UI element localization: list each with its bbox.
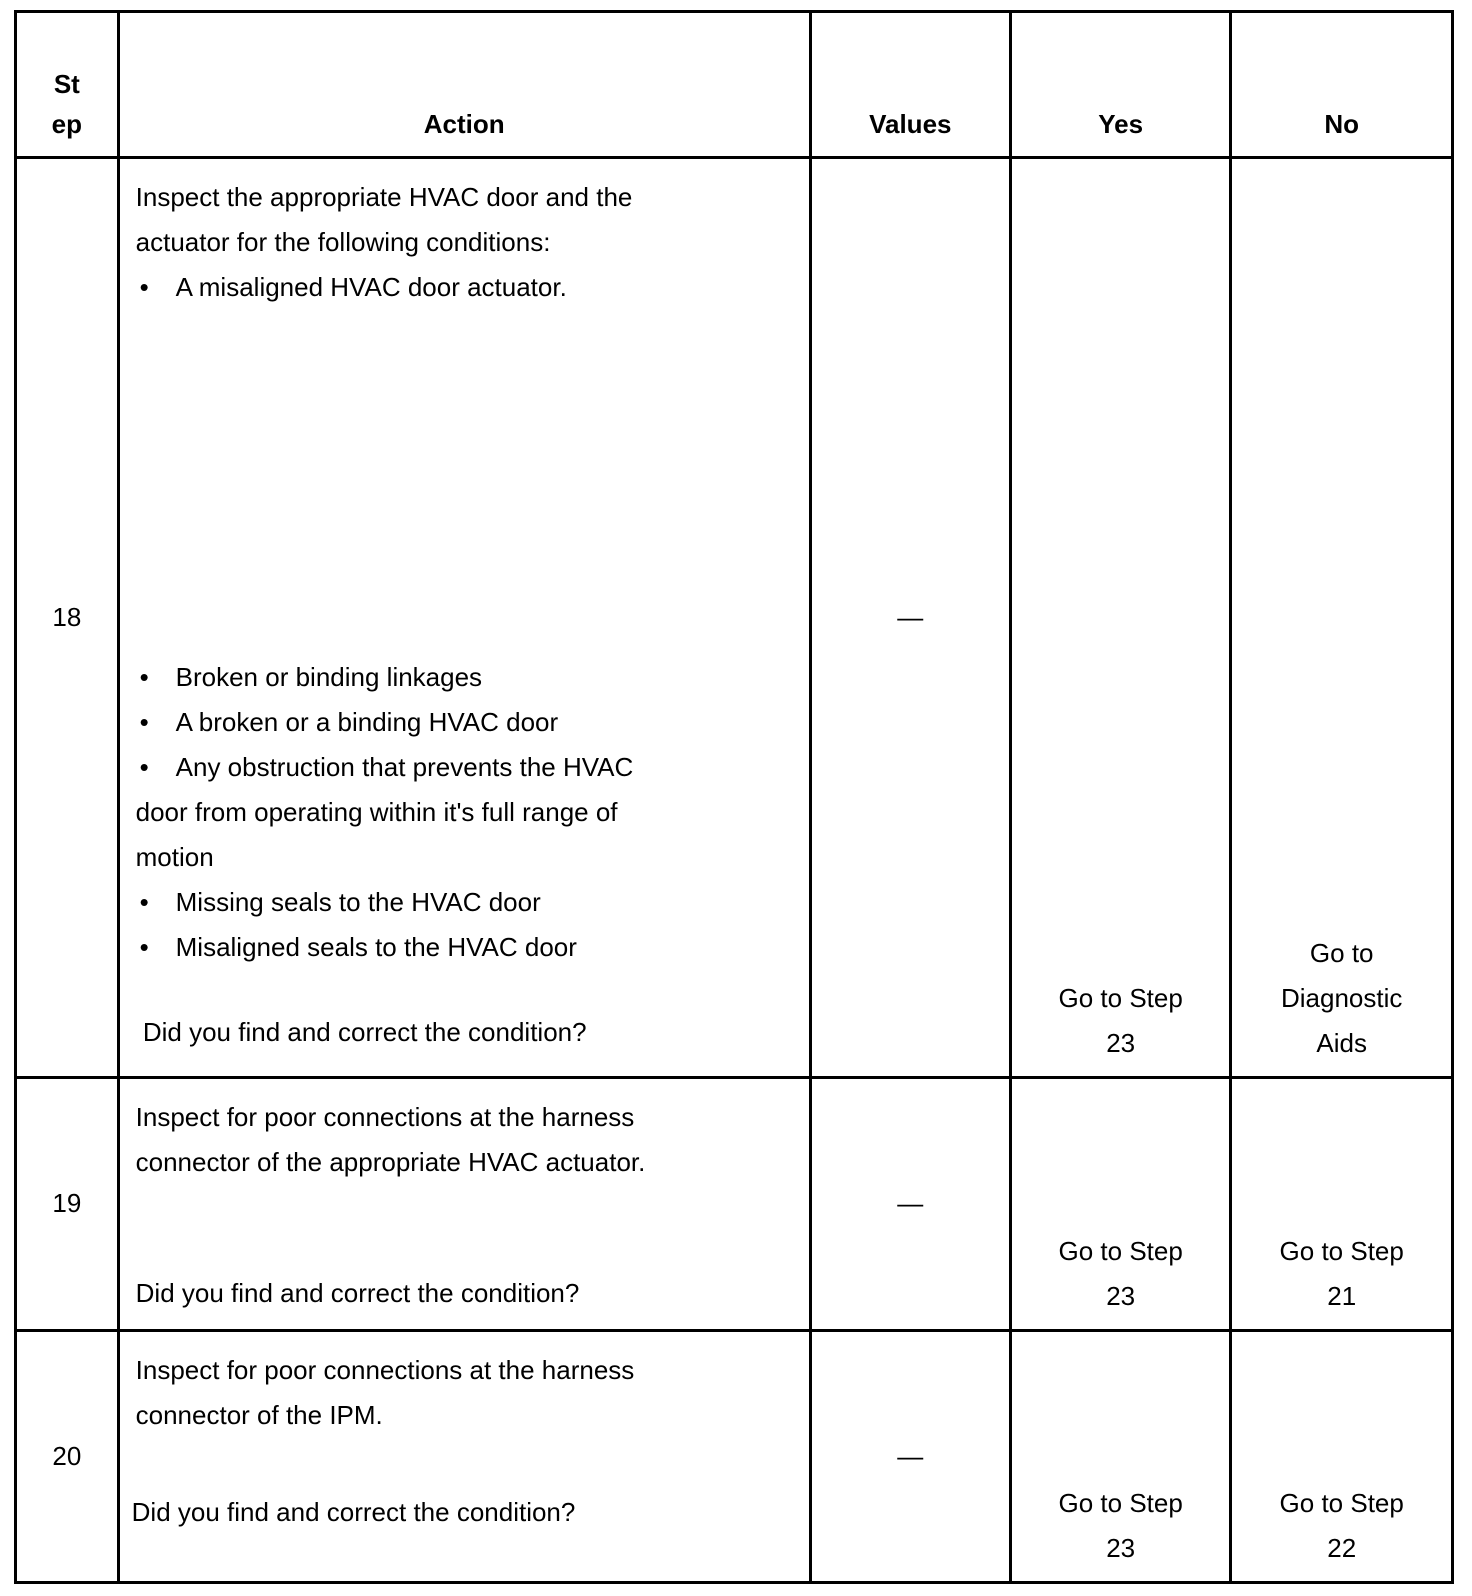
table-header-row [16,12,1453,158]
header-step-line2: ep [51,109,82,139]
action-question: Did you find and correct the condition? [135,1017,587,1047]
no-cell [1231,158,1453,1078]
condition-bullet: • Broken or binding linkages [136,655,795,700]
yes-step-number: 23 [1106,1027,1136,1058]
yes-cell [1010,1330,1231,1582]
condition-bullet-continuation: motion [135,842,214,872]
condition-bullet: • A misaligned HVAC door actuator. [136,265,795,310]
diagnostic-table [14,10,1454,1584]
condition-bullet-continuation: door from operating within it's full range of [135,797,618,827]
no-line: Diagnostic [1281,982,1403,1013]
yes-line: Go to Step [1058,1488,1183,1518]
action-line: connector of the IPM. [135,1399,383,1430]
no-step-number: 21 [1327,1280,1357,1311]
table-row [16,1330,1453,1582]
condition-bullet: • Missing seals to the HVAC door [136,880,795,925]
table-row [16,158,1453,1078]
header-no: No [1231,12,1453,158]
yes-step-number: 23 [1106,1533,1136,1563]
yes-line: Go to Step [1058,982,1183,1013]
values-cell: — [810,158,1010,1078]
table-row [16,1077,1453,1330]
no-cell [1231,1330,1453,1582]
yes-step-number: 23 [1106,1280,1136,1311]
action-cell [118,1077,810,1330]
no-line: Go to Step [1279,1488,1404,1518]
action-line: Inspect for poor connections at the harness [135,1101,635,1132]
condition-bullet: • A broken or a binding HVAC door [136,700,795,745]
action-line: connector of the appropriate HVAC actuator. [135,1146,646,1177]
values-cell: — [810,1330,1010,1582]
yes-line: Go to Step [1058,1235,1183,1266]
no-cell [1231,1077,1453,1330]
action-intro-line: Inspect the appropriate HVAC door and the [135,182,633,212]
values-cell: — [810,1077,1010,1330]
condition-bullet: • Misaligned seals to the HVAC door [136,925,795,970]
condition-bullet-wrapped: • Any obstruction that prevents the HVAC [136,745,795,790]
no-line: Aids [1316,1027,1367,1058]
no-line: Go to Step [1279,1235,1404,1266]
no-line: Go to [1309,937,1374,968]
action-line: Inspect for poor connections at the harness [135,1354,635,1385]
action-cell [118,158,810,1078]
no-step-number: 22 [1327,1533,1357,1563]
yes-cell [1010,158,1231,1078]
yes-cell [1010,1077,1231,1330]
step-number: 19 [16,1077,119,1330]
header-step [16,12,119,158]
header-values: Values [810,12,1010,158]
action-question: Did you find and correct the condition? [135,1277,580,1308]
action-question: Did you find and correct the condition? [131,1496,576,1527]
step-number: 20 [16,1330,119,1582]
header-action: Action [118,12,810,158]
header-step-line1: St [53,69,80,99]
action-cell [118,1330,810,1582]
step-number: 18 [16,158,119,1078]
action-intro-line: actuator for the following conditions: [135,227,551,257]
header-yes: Yes [1010,12,1231,158]
